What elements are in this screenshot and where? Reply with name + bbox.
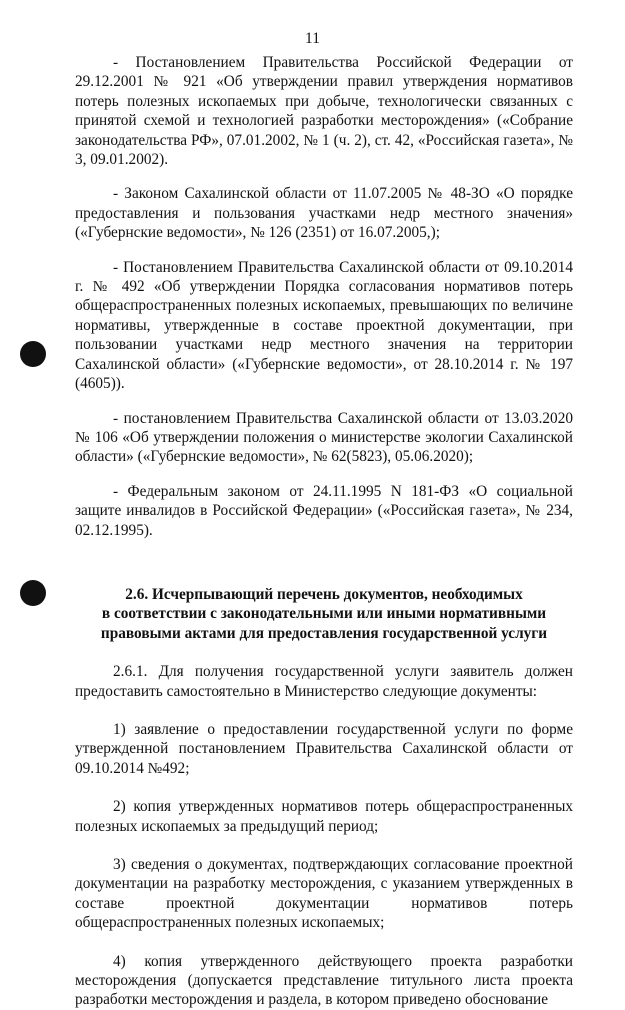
law-reference: - Постановлением Правительства Сахалинской области от 09.10.2014 г. № 492 «Об утверждении Порядка согласования нормативов потерь общераспространенных полезных ископаемых, превышающих по величине нормативы, утвержденные в составе проектной документации, при пользовании участками недр местного значения на территории Сахалинской области» («Губернские ведомости», от 28.10.2014 г. № 197 (4605)). (75, 258, 573, 393)
section-heading-line: 2.6. Исчерпывающий перечень документов, необходимых (125, 585, 523, 603)
document-item: 3) сведения о документах, подтверждающих согласование проектной документации на разработку месторождения, с указанием утвержденных в составе проектной документации нормативов потерь общераспространенных полезных ископаемых; (75, 856, 573, 932)
punch-hole (20, 341, 46, 367)
law-reference: - Законом Сахалинской области от 11.07.2005 № 48-ЗО «О порядке предоставления и пользования участками недр местного значения» («Губернские ведомости», № 126 (2351) от 16.07.2005,); (75, 185, 573, 242)
law-reference: - Федеральным законом от 24.11.1995 N 181-ФЗ «О социальной защите инвалидов в Российской Федерации» («Российская газета», № 234, 02.12.1995). (75, 482, 573, 539)
section-heading (75, 585, 573, 643)
section-intro: 2.6.1. Для получения государственной услуги заявитель должен предоставить самостоятельно в Министерство следующие документы: (75, 663, 573, 700)
document-body (75, 53, 573, 1010)
document-item: 1) заявление о предоставлении государственной услуги по форме утвержденной постановлением Правительства Сахалинской области от 09.10.2014 №492; (75, 720, 573, 777)
section-heading-line: правовыми актами для предоставления государственной услуги (100, 624, 548, 642)
document-item: 4) копия утвержденного действующего проекта разработки месторождения (допускается представление титульного листа проекта разработки месторождения и раздела, в котором приведено обоснование (75, 952, 573, 1009)
page-number: 11 (305, 30, 320, 47)
punch-hole (20, 580, 46, 606)
law-reference: - постановлением Правительства Сахалинской области от 13.03.2020 № 106 «Об утверждении положения о министерстве экологии Сахалинской области» («Губернские ведомости», № 62(5823), 05.06.2020); (75, 409, 573, 466)
section-heading-line: в соответствии с законодательными или иными нормативными (101, 605, 547, 623)
document-item: 2) копия утвержденных нормативов потерь общераспространенных полезных ископаемых за предыдущий период; (75, 798, 573, 835)
law-reference: - Постановлением Правительства Российской Федерации от 29.12.2001 № 921 «Об утверждении правил утверждения нормативов потерь полезных ископаемых при добыче, технологически связанных с принятой схемой и технологией разработки месторождения» («Собрание законодательства РФ», 07.01.2002, № 1 (ч. 2), ст. 42, «Российская газета», № 3, 09.01.2002). (75, 54, 573, 169)
